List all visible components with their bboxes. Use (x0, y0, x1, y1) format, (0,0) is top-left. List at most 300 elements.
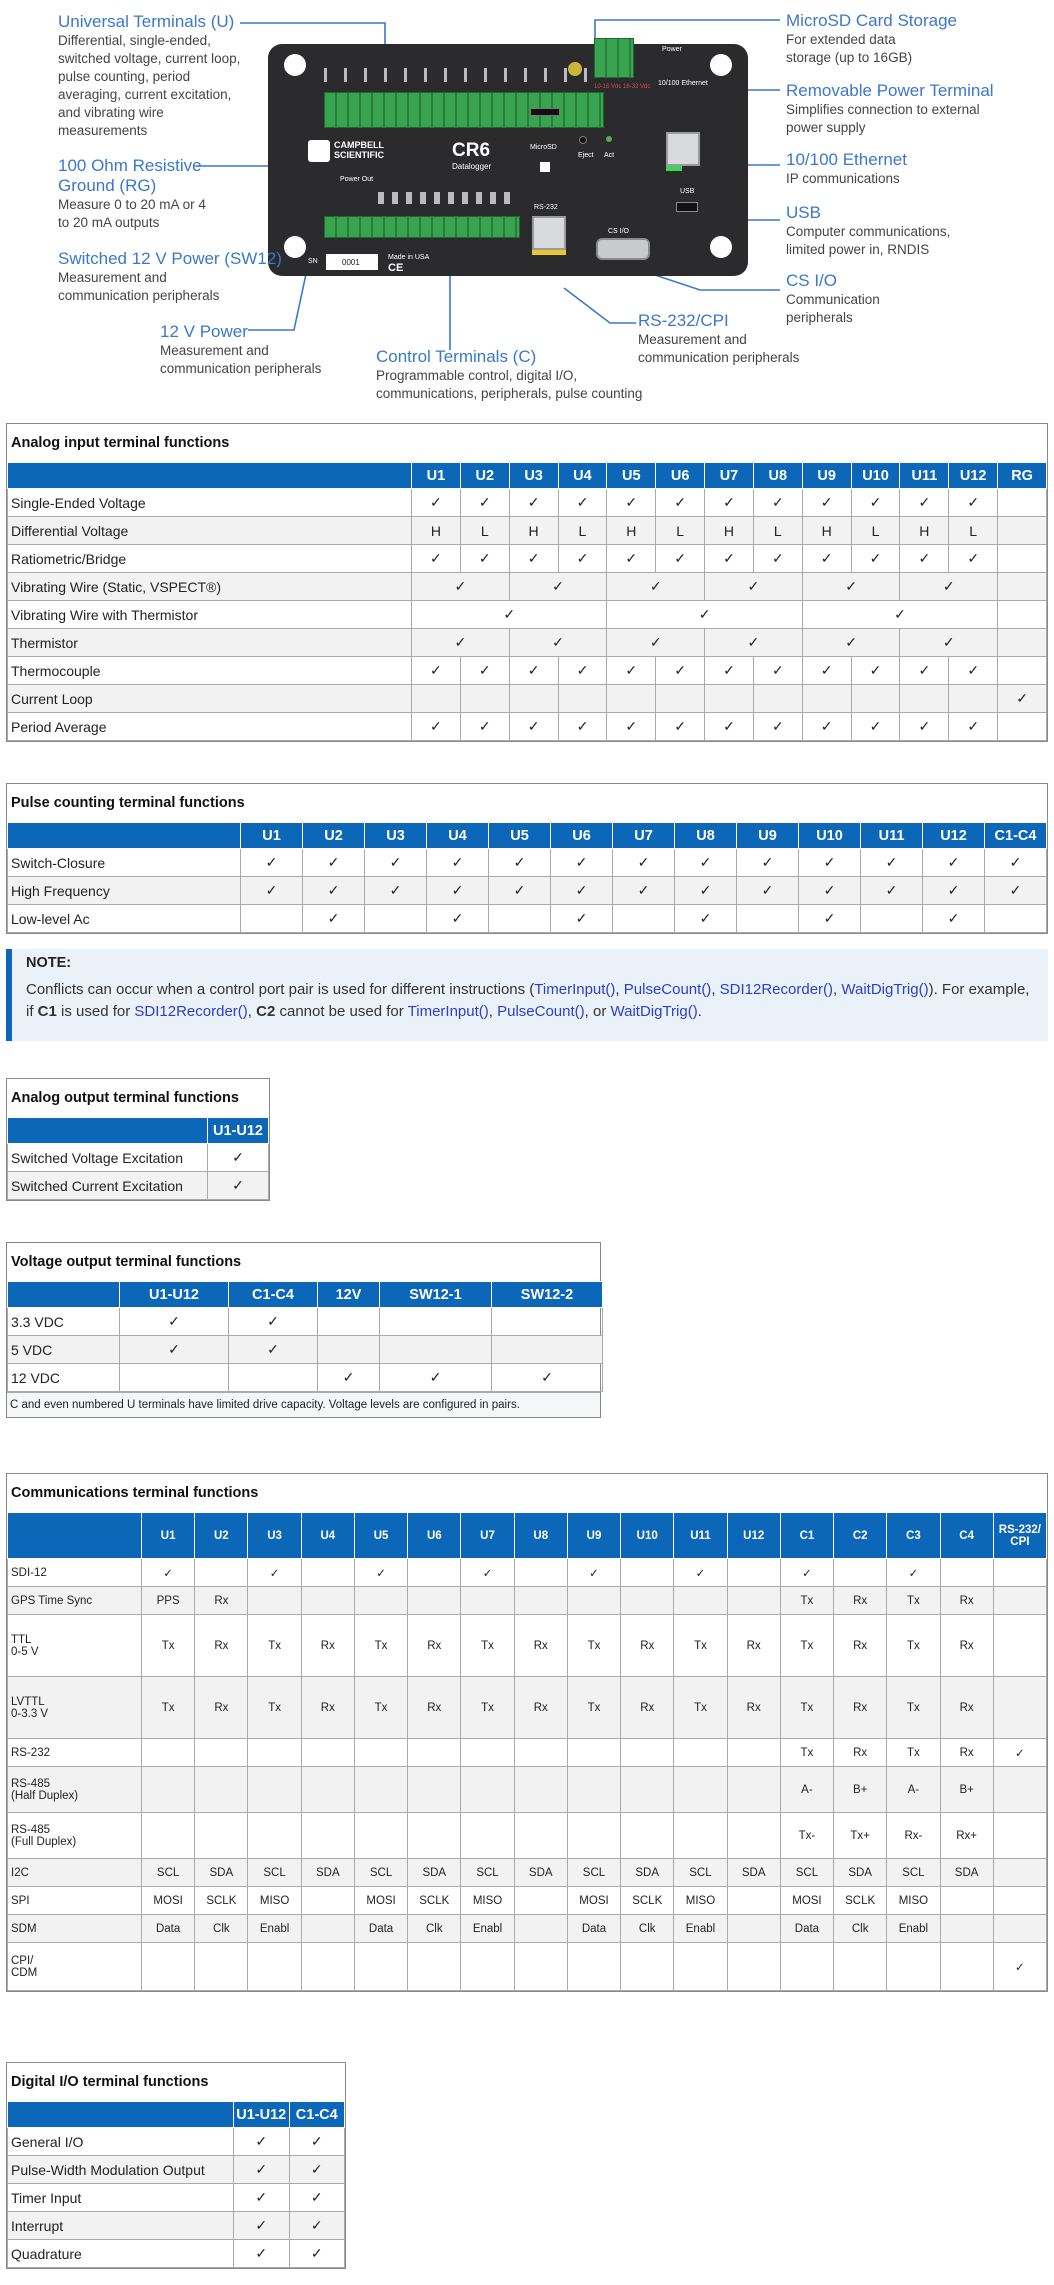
table-cell: ✓ (613, 877, 675, 905)
table-row (8, 1172, 269, 1200)
table-cell (993, 1887, 1046, 1915)
table-cell: L (656, 517, 705, 545)
table-cell: ✓ (427, 849, 489, 877)
table-cell: ✓ (900, 713, 949, 741)
power-out-label: Power Out (340, 176, 374, 183)
table-cell (940, 1943, 993, 1991)
table-cell (674, 1813, 727, 1859)
table-cell: ✓ (607, 545, 656, 573)
eject-label: Eject (578, 152, 594, 159)
serial-label: 0001 (326, 254, 378, 270)
voltage-output-table (6, 1242, 601, 1418)
table-cell: ✓ (460, 489, 509, 517)
table-cell: ✓ (234, 2128, 290, 2156)
table-cell (998, 489, 1047, 517)
table-row (8, 2184, 345, 2212)
table-cell: ✓ (289, 2212, 345, 2240)
table-cell: Rx (301, 1615, 354, 1677)
table-row (8, 1308, 603, 1336)
row-label: 12 VDC (8, 1364, 120, 1392)
terminal-labels-strip (324, 68, 604, 82)
column-header: C1 (780, 1513, 833, 1559)
table-cell: SCL (354, 1859, 407, 1887)
table-cell: ✓ (705, 629, 803, 657)
table-cell: Rx (834, 1587, 887, 1615)
row-label (8, 1915, 142, 1943)
row-label-line: LVTTL (11, 1695, 45, 1708)
instruction-link[interactable]: WaitDigTrig() (841, 981, 929, 998)
table-cell: H (705, 517, 754, 545)
table-row (8, 1813, 1047, 1859)
usb-label: USB (680, 188, 695, 195)
table-cell (993, 1559, 1046, 1587)
table-cell: ✓ (234, 2212, 290, 2240)
table-cell: Tx- (780, 1813, 833, 1859)
row-label-line: GPS Time Sync (11, 1594, 93, 1607)
table-cell: Rx (195, 1587, 248, 1615)
table-cell: Clk (621, 1915, 674, 1943)
table-cell (142, 1943, 195, 1991)
table-cell: ✓ (460, 713, 509, 741)
table-cell (241, 905, 303, 933)
table-cell (727, 1587, 780, 1615)
row-label: Ratiometric/Bridge (8, 545, 412, 573)
table-cell: Tx (780, 1677, 833, 1739)
table-cell: Enabl (248, 1915, 301, 1943)
table-cell: Tx (461, 1677, 514, 1739)
row-label-line: RS-485 (11, 1777, 50, 1790)
callout-desc: Simplifies connection to external power supply (786, 102, 980, 135)
instruction-link[interactable]: SDI12Recorder() (134, 1003, 248, 1020)
ce-mark: CE (388, 262, 404, 274)
note-body: Conflicts can occur when a control port pair is used for different instructions (TimerInput(), PulseCount(), SDI12Recorder(), WaitDigTrig()). For example, if C1 is used for SDI12Recorder(), C2 cannot be used for TimerInput(), PulseCount(), or WaitDigTrig(). (26, 981, 1030, 1020)
table-cell: ✓ (365, 877, 427, 905)
table-cell (460, 685, 509, 713)
column-header: U9 (567, 1513, 620, 1559)
row-label (8, 1739, 142, 1767)
table-cell: SDA (514, 1859, 567, 1887)
table-cell (301, 1767, 354, 1813)
mount-hole (710, 236, 732, 258)
table-title: Voltage output terminal functions (11, 1254, 242, 1270)
table-row (8, 1364, 603, 1392)
table-row (8, 877, 1047, 905)
callout-desc: Measurement and communication peripherals (58, 270, 220, 303)
callout-usb (786, 203, 1016, 259)
column-header: U6 (656, 463, 705, 489)
table-cell: ✓ (303, 849, 365, 877)
table-cell (993, 1615, 1046, 1677)
table-cell: Tx (887, 1587, 940, 1615)
table-row (8, 1677, 1047, 1739)
callout-cs-io (786, 271, 986, 327)
table-cell: ✓ (900, 545, 949, 573)
table-cell (514, 1943, 567, 1991)
table-cell: B+ (834, 1767, 887, 1813)
table-cell: ✓ (737, 877, 799, 905)
table-cell (195, 1739, 248, 1767)
table-cell (142, 1813, 195, 1859)
table-cell: Rx (514, 1677, 567, 1739)
table-cell (705, 685, 754, 713)
table-cell: ✓ (551, 849, 613, 877)
note-box (6, 949, 1048, 1041)
table-cell: ✓ (509, 545, 558, 573)
table-cell (354, 1739, 407, 1767)
table-cell: ✓ (656, 545, 705, 573)
table-cell: H (802, 517, 851, 545)
table-cell: ✓ (303, 877, 365, 905)
table-row (8, 1336, 603, 1364)
table-cell (727, 1767, 780, 1813)
table-cell (408, 1943, 461, 1991)
row-label-line: (Full Duplex) (11, 1835, 77, 1848)
table-cell: ✓ (737, 849, 799, 877)
csio-label: CS I/O (608, 228, 630, 235)
eject-button (579, 136, 587, 144)
table-row (8, 1739, 1047, 1767)
table-cell: MOSI (567, 1887, 620, 1915)
table-cell: MISO (887, 1887, 940, 1915)
table-cell: ✓ (949, 489, 998, 517)
table-cell (834, 1559, 887, 1587)
column-header: SW12-2 (492, 1282, 603, 1308)
table-cell: ✓ (923, 905, 985, 933)
table-row (8, 2156, 345, 2184)
table-cell: ✓ (675, 877, 737, 905)
table-cell (229, 1364, 318, 1392)
table-cell (408, 1559, 461, 1587)
table-cell: ✓ (412, 489, 461, 517)
column-header: U8 (514, 1513, 567, 1559)
table-cell: ✓ (802, 657, 851, 685)
row-label-line: SDI-12 (11, 1566, 47, 1579)
callout-title: 100 Ohm Resistive Ground (RG) (58, 156, 202, 195)
table-row (8, 573, 1047, 601)
rs232-label: RS-232 (534, 204, 558, 211)
campbell-logo-icon (308, 140, 330, 162)
table-cell: ✓ (461, 1559, 514, 1587)
note-heading: NOTE: (26, 955, 72, 971)
table-cell (492, 1336, 603, 1364)
table-cell (753, 685, 802, 713)
table-cell: ✓ (607, 489, 656, 517)
table-cell: ✓ (120, 1336, 229, 1364)
table-cell (940, 1915, 993, 1943)
table-cell (737, 905, 799, 933)
table-cell (248, 1813, 301, 1859)
table-cell (727, 1739, 780, 1767)
table-cell (727, 1559, 780, 1587)
instruction-link[interactable]: SDI12Recorder() (719, 981, 834, 998)
table-cell: ✓ (509, 489, 558, 517)
table-cell: ✓ (887, 1559, 940, 1587)
table-cell: SDA (940, 1859, 993, 1887)
table-cell: Tx (248, 1615, 301, 1677)
table-cell (998, 517, 1047, 545)
column-header: U9 (802, 463, 851, 489)
table-cell: ✓ (567, 1559, 620, 1587)
table-cell: ✓ (412, 629, 510, 657)
instruction-link[interactable]: TimerInput() (534, 981, 616, 998)
row-label: Switch-Closure (8, 849, 241, 877)
callout-desc: Measure 0 to 20 mA or 4 to 20 mA outputs (58, 197, 206, 230)
activity-led (606, 136, 612, 142)
instruction-link[interactable]: WaitDigTrig() (610, 1003, 698, 1020)
table-cell (674, 1767, 727, 1813)
row-label: Interrupt (8, 2212, 234, 2240)
table-cell: ✓ (802, 713, 851, 741)
table-cell (489, 905, 551, 933)
table-cell: SDA (195, 1859, 248, 1887)
table-cell: ✓ (613, 849, 675, 877)
callout-12v-power (160, 322, 360, 378)
table-cell: ✓ (412, 713, 461, 741)
table-cell: ✓ (607, 573, 705, 601)
instruction-link[interactable]: TimerInput() (407, 1003, 489, 1020)
column-header: U12 (949, 463, 998, 489)
row-label: Thermistor (8, 629, 412, 657)
table-cell (887, 1943, 940, 1991)
table-cell: ✓ (949, 657, 998, 685)
table-title: Analog output terminal functions (11, 1090, 239, 1106)
row-label: Period Average (8, 713, 412, 741)
table-cell: Rx (834, 1677, 887, 1739)
row-label-line: CDM (11, 1966, 38, 1979)
table-cell: H (509, 517, 558, 545)
table-cell: Tx (674, 1615, 727, 1677)
table-title: Digital I/O terminal functions (11, 2074, 209, 2090)
callout-title: Control Terminals (C) (376, 347, 537, 366)
table-cell: Tx (780, 1587, 833, 1615)
table-cell: Rx (195, 1615, 248, 1677)
table-cell (514, 1559, 567, 1587)
callout-switched-12v (58, 249, 288, 305)
row-label-line: RS-485 (11, 1823, 50, 1836)
power-label: Power (662, 46, 682, 53)
microsd-icon (540, 162, 550, 172)
row-label (8, 1767, 142, 1813)
callout-title: 12 V Power (160, 322, 248, 341)
table-cell (998, 573, 1047, 601)
column-header: U1-U12 (234, 2102, 290, 2128)
column-header: U11 (674, 1513, 727, 1559)
table-row (8, 2128, 345, 2156)
callout-desc: Measurement and communication peripherals (638, 332, 800, 365)
table-cell (998, 713, 1047, 741)
callout-title: Universal Terminals (U) (58, 12, 235, 31)
table-cell: MISO (461, 1887, 514, 1915)
table-cell (851, 685, 900, 713)
table-cell: ✓ (558, 657, 607, 685)
table-cell (195, 1767, 248, 1813)
header-blank (8, 463, 412, 489)
table-cell: Rx (940, 1587, 993, 1615)
table-cell: ✓ (675, 905, 737, 933)
table-cell: Rx (301, 1677, 354, 1739)
table-cell: Rx (408, 1615, 461, 1677)
row-label: 3.3 VDC (8, 1308, 120, 1336)
table-cell: Clk (195, 1915, 248, 1943)
table-footnote: C and even numbered U terminals have limited drive capacity. Voltage levels are configured in pairs. (7, 1392, 600, 1417)
table-cell (408, 1813, 461, 1859)
table-cell (607, 685, 656, 713)
column-header: U5 (489, 823, 551, 849)
table-cell: ✓ (607, 713, 656, 741)
table-row (8, 1615, 1047, 1677)
table-cell: L (851, 517, 900, 545)
table-title: Communications terminal functions (11, 1485, 259, 1501)
table-cell (301, 1587, 354, 1615)
callout-resistive-ground (58, 156, 258, 232)
column-header: U6 (408, 1513, 461, 1559)
table-cell: L (753, 517, 802, 545)
table-cell (558, 685, 607, 713)
column-header: U10 (621, 1513, 674, 1559)
column-header: U11 (861, 823, 923, 849)
table-cell (412, 685, 461, 713)
row-label-line: RS-232 (11, 1746, 50, 1759)
table-cell: Tx (674, 1677, 727, 1739)
ethernet-port (666, 132, 700, 166)
column-header: U7 (705, 463, 754, 489)
table-cell (802, 685, 851, 713)
sn-label: SN (308, 258, 318, 265)
column-header: U12 (923, 823, 985, 849)
table-cell (993, 1587, 1046, 1615)
table-cell (621, 1559, 674, 1587)
table-cell: ✓ (705, 545, 754, 573)
table-cell: SCL (780, 1859, 833, 1887)
table-cell: ✓ (949, 713, 998, 741)
table-cell (674, 1587, 727, 1615)
table-cell: B+ (940, 1767, 993, 1813)
table-cell: ✓ (949, 545, 998, 573)
table-cell: Tx (780, 1739, 833, 1767)
column-header: U5 (607, 463, 656, 489)
table-cell (408, 1587, 461, 1615)
ground-lug-icon (568, 62, 582, 76)
table-cell: L (460, 517, 509, 545)
table-cell: Rx (940, 1739, 993, 1767)
column-header: U7 (461, 1513, 514, 1559)
header-blank (8, 1118, 208, 1144)
table-row (8, 489, 1047, 517)
column-header: U5 (354, 1513, 407, 1559)
table-cell (380, 1308, 492, 1336)
table-cell: ✓ (303, 905, 365, 933)
table-cell: SCL (142, 1859, 195, 1887)
table-cell (408, 1767, 461, 1813)
table-cell: H (607, 517, 656, 545)
table-row (8, 1943, 1047, 1991)
table-cell: L (949, 517, 998, 545)
table-cell: Rx (727, 1615, 780, 1677)
table-cell: SCL (887, 1859, 940, 1887)
column-header: U7 (613, 823, 675, 849)
table-cell: L (558, 517, 607, 545)
table-cell: Tx (887, 1615, 940, 1677)
table-cell: SDA (408, 1859, 461, 1887)
table-cell: ✓ (427, 905, 489, 933)
table-cell: ✓ (412, 545, 461, 573)
table-cell: Tx (354, 1615, 407, 1677)
row-label-line: TTL (11, 1633, 32, 1646)
callout-desc: Programmable control, digital I/O, communications, peripherals, pulse counting (376, 368, 643, 401)
table-cell: ✓ (318, 1364, 380, 1392)
callout-desc: Communication peripherals (786, 292, 880, 325)
table-cell (514, 1887, 567, 1915)
table-cell: ✓ (656, 713, 705, 741)
table-cell (621, 1943, 674, 1991)
table-cell (567, 1767, 620, 1813)
header-blank (8, 2102, 234, 2128)
table-cell: ✓ (489, 849, 551, 877)
table-cell: ✓ (208, 1172, 269, 1200)
column-header: U8 (753, 463, 802, 489)
table-cell: ✓ (861, 877, 923, 905)
power-voltage-label: 10-16 Vdc 16-32 Vdc (594, 84, 651, 90)
table-cell: ✓ (799, 905, 861, 933)
table-cell: ✓ (802, 573, 900, 601)
table-cell: Data (780, 1915, 833, 1943)
table-cell: ✓ (851, 545, 900, 573)
table-cell: ✓ (380, 1364, 492, 1392)
table-cell: Rx (727, 1677, 780, 1739)
table-cell (993, 1813, 1046, 1859)
table-cell: MISO (248, 1887, 301, 1915)
datalogger-diagram (0, 0, 1054, 410)
table-cell: ✓ (365, 849, 427, 877)
column-header: U10 (851, 463, 900, 489)
table-cell (461, 1739, 514, 1767)
mount-hole (284, 54, 306, 76)
table-cell: ✓ (656, 489, 705, 517)
table-cell (567, 1587, 620, 1615)
table-cell: ✓ (229, 1336, 318, 1364)
instruction-link[interactable]: PulseCount() (497, 1003, 585, 1020)
table-cell: ✓ (985, 877, 1047, 905)
table-cell: SCL (567, 1859, 620, 1887)
table-cell (940, 1887, 993, 1915)
table-cell (993, 1677, 1046, 1739)
table-cell: ✓ (753, 489, 802, 517)
callout-removable-power (786, 81, 1046, 137)
row-label-line: SPI (11, 1894, 30, 1907)
table-cell: ✓ (802, 629, 900, 657)
table-cell: ✓ (234, 2156, 290, 2184)
table-cell: ✓ (509, 573, 607, 601)
table-cell: ✓ (985, 849, 1047, 877)
column-header: U11 (900, 463, 949, 489)
table-cell: ✓ (923, 877, 985, 905)
control-labels-strip (378, 192, 518, 204)
table-cell (318, 1308, 380, 1336)
callout-title: USB (786, 203, 821, 222)
table-cell: SDA (621, 1859, 674, 1887)
table-cell: ✓ (780, 1559, 833, 1587)
table-cell: ✓ (753, 713, 802, 741)
column-header: C1-C4 (985, 823, 1047, 849)
table-cell: Tx (567, 1615, 620, 1677)
table-cell: ✓ (900, 629, 998, 657)
table-row (8, 657, 1047, 685)
column-header: U1 (241, 823, 303, 849)
table-row (8, 685, 1047, 713)
callout-title: MicroSD Card Storage (786, 11, 958, 30)
row-label-line: CPI/ (11, 1954, 34, 1967)
instruction-link[interactable]: PulseCount() (623, 981, 712, 998)
